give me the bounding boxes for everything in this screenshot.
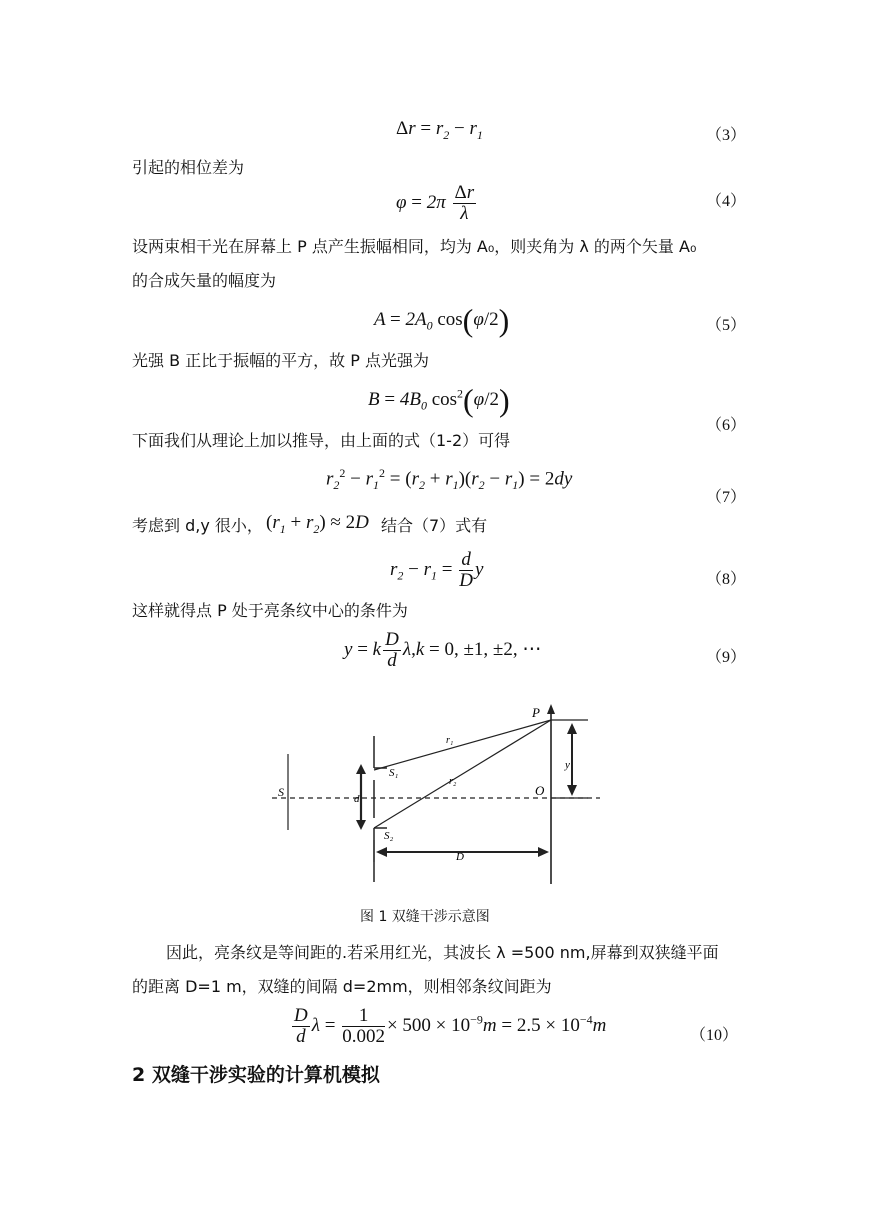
- equation-number-4: （4）: [706, 193, 747, 210]
- figure-caption: 图 1 双缝干涉示意图: [360, 909, 490, 925]
- equation-number-7: （7）: [706, 489, 747, 506]
- label-S: S: [278, 785, 284, 799]
- paragraph-amplitude-2: 的合成矢量的幅度为: [132, 271, 277, 290]
- label-S2: S₂: [384, 830, 394, 842]
- label-r2: r₂: [449, 776, 457, 787]
- label-S1: S₁: [389, 767, 399, 779]
- equation-6: $B = 4B_0$ $\cos^2(\varphi/2)$: [368, 382, 510, 418]
- equation-number-6: （6）: [706, 417, 747, 434]
- equation-10: $\frac{D}{d}$ λ = $\frac{1}{0.002}$ × $500 \times 10^{-9}m = 2.5 \times 10^{-4}m$: [294, 1005, 607, 1047]
- label-D: D: [456, 851, 464, 863]
- equation-9: y = k $\frac{D}{d}$ λ,k = 0, ±1, ±2, ⋯: [344, 629, 542, 671]
- double-slit-diagram: [262, 690, 602, 890]
- d-arrow-head-down: [356, 820, 366, 830]
- y-arrow-head-down: [567, 785, 577, 796]
- equation-number-5: （5）: [706, 317, 747, 334]
- y-arrow-head-up: [567, 723, 577, 734]
- label-O: O: [535, 783, 545, 798]
- label-y: y: [565, 759, 570, 771]
- inline-equation-approx: $(r_1 + r_2) \approx 2D$: [266, 512, 369, 536]
- paragraph-intensity: 光强 B 正比于振幅的平方，故 P 点光强为: [132, 351, 429, 370]
- equation-4: φ = 2π $\frac{\Delta r}{\lambda}$: [396, 182, 475, 224]
- paragraph-amplitude-1: 设两束相干光在屏幕上 P 点产生振幅相同，均为 A₀，则夹角为 λ 的两个矢量 A₀: [132, 237, 697, 256]
- label-P: P: [532, 705, 540, 720]
- equation-7: $r_2^2 - r_1^2 = (r_2 + r_1)(r_2 - r_1) = 2dy$: [326, 466, 573, 493]
- section-heading: 2 双缝干涉实验的计算机模拟: [132, 1064, 380, 1086]
- D-arrow-head-left: [376, 847, 387, 857]
- equation-number-10: （10）: [690, 1027, 739, 1044]
- label-d: d: [354, 793, 360, 805]
- D-arrow-head-right: [538, 847, 549, 857]
- equation-number-8: （8）: [706, 571, 747, 588]
- screen-arrow-head: [547, 704, 555, 714]
- paragraph-derive: 下面我们从理论上加以推导，由上面的式（1-2）可得: [132, 431, 511, 450]
- d-arrow-head-up: [356, 764, 366, 774]
- equation-number-9: （9）: [706, 649, 747, 666]
- paragraph-equal-spacing-2: 的距离 D=1 m，双缝的间隔 d=2mm，则相邻条纹间距为: [132, 977, 552, 996]
- paragraph-consider-b: 结合（7）式有: [381, 516, 488, 535]
- paragraph-phase: 引起的相位差为: [132, 158, 245, 177]
- ray-r1: [374, 720, 551, 770]
- paragraph-consider-a: 考虑到 d,y 很小，: [132, 516, 263, 535]
- equation-3: $\Delta r = r_2 - r_1$: [396, 118, 483, 142]
- label-r1: r₁: [446, 735, 454, 746]
- paragraph-bright: 这样就得点 P 处于亮条纹中心的条件为: [132, 601, 408, 620]
- paragraph-equal-spacing-1: 因此，亮条纹是等间距的.若采用红光，其波长 λ =500 nm,屏幕到双狭缝平面: [166, 943, 719, 962]
- ray-r2: [374, 720, 551, 828]
- equation-5: $A = 2A_0$ cos(φ/2): [374, 302, 510, 338]
- equation-8: $r_2 - r_1$ = $\frac{d}{D}$ y: [390, 549, 484, 591]
- equation-number-3: （3）: [706, 127, 747, 144]
